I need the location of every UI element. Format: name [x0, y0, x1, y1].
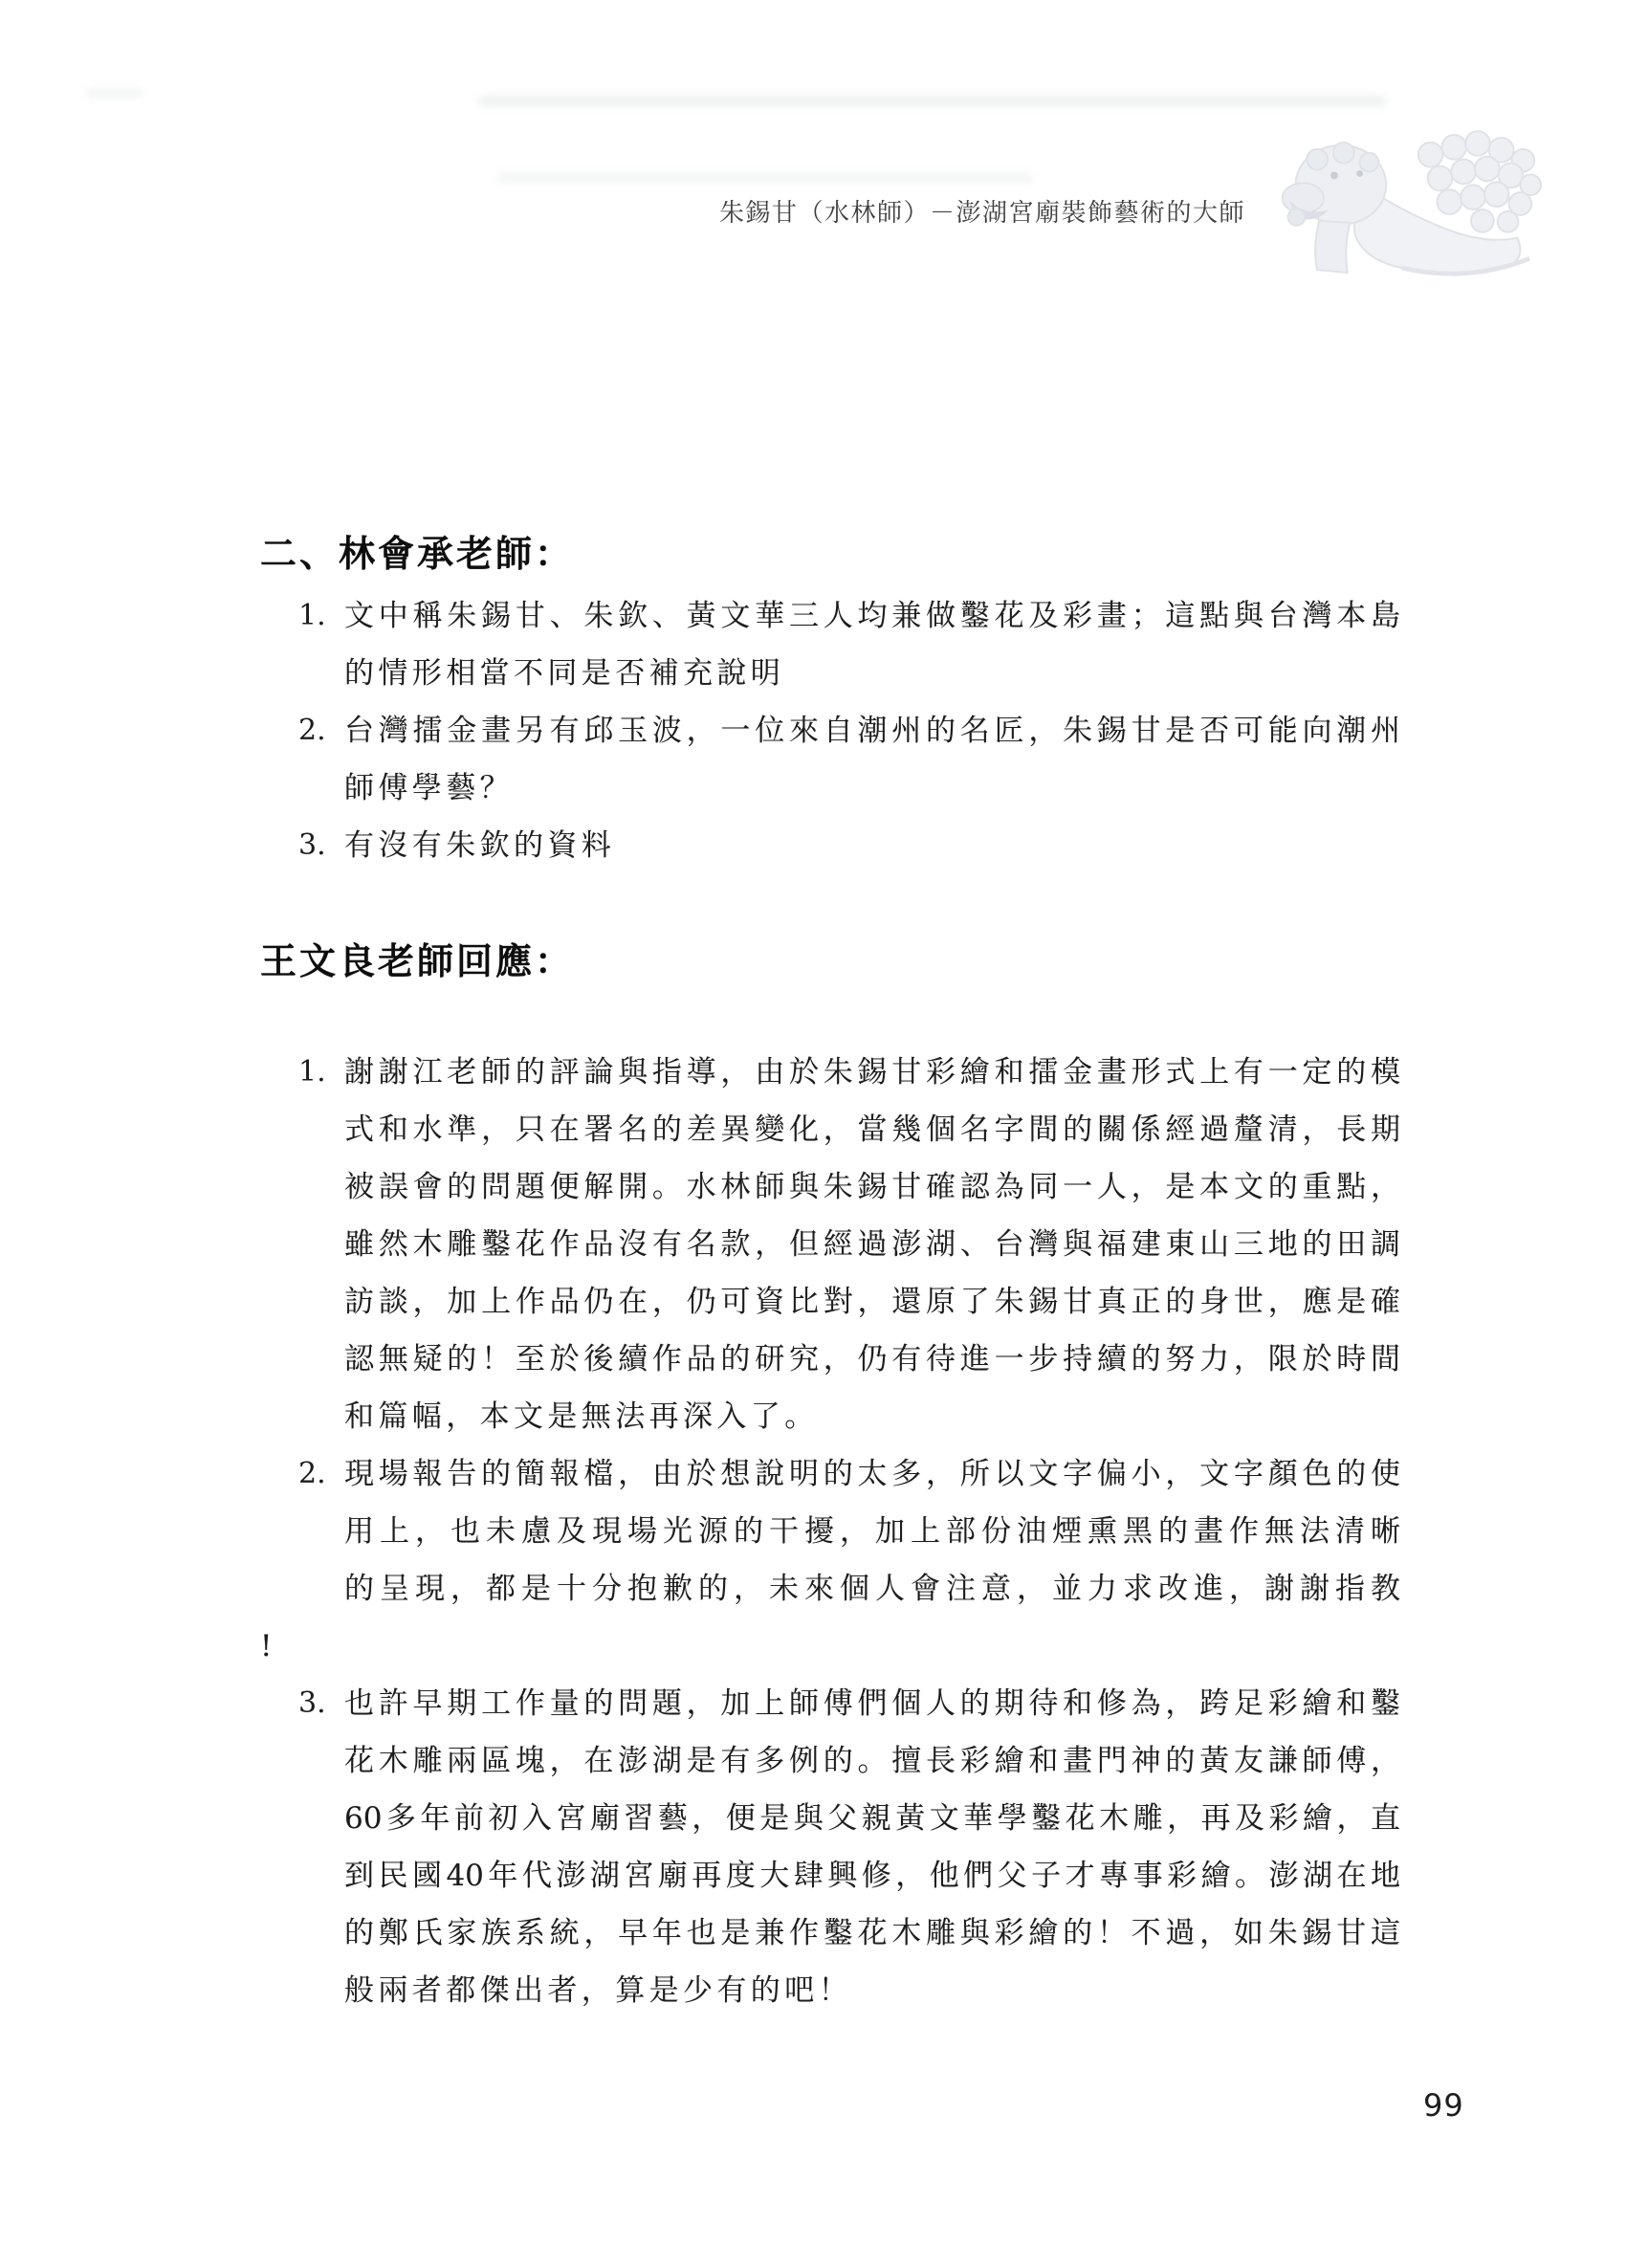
- page-content: [260, 534, 1400, 2019]
- section-heading-lin-hui-cheng: 二、林會承老師：: [260, 533, 575, 575]
- section-heading-wang-wen-liang: 王文良老師回應：: [260, 940, 575, 982]
- list-item-text: [344, 1044, 1400, 1445]
- text-line: !: [260, 1629, 276, 1663]
- list-item-number: 3.: [298, 1686, 326, 1720]
- question-list: [260, 587, 1400, 874]
- list-item-text: [344, 702, 1400, 817]
- text-line: 認無疑的！至於後續作品的研究，仍有待進一步持續的努力，限於時間: [344, 1342, 1400, 1376]
- list-item-number: 2.: [298, 714, 326, 747]
- list-item-text: [344, 817, 1400, 874]
- text-line: 現場報告的簡報檔，由於想說明的太多，所以文字偏小，文字顏色的使: [344, 1457, 1400, 1491]
- text-line: 雖然木雕鑿花作品沒有名款，但經過澎湖、台灣與福建東山三地的田調: [344, 1227, 1400, 1262]
- text-line: 般兩者都傑出者，算是少有的吧！: [344, 1973, 852, 2008]
- scan-artifact: [497, 173, 1033, 183]
- text-line: 到民國40年代澎湖宮廟再度大肆興修，他們父子才專事彩繪。澎湖在地: [344, 1859, 1400, 1893]
- list-item: [260, 1044, 1400, 1445]
- list-item: [260, 702, 1400, 817]
- response-list: [260, 1044, 1400, 2019]
- list-item: [260, 1675, 1400, 2019]
- list-item-number: 1.: [298, 1055, 326, 1089]
- text-line: 台灣擂金畫另有邱玉波，一位來自潮州的名匠，朱錫甘是否可能向潮州: [344, 714, 1400, 748]
- list-item-number: 3.: [298, 828, 326, 862]
- text-line: 60多年前初入宮廟習藝，便是與父親黃文華學鑿花木雕，再及彩繪，直: [344, 1801, 1400, 1836]
- text-line: 被誤會的問題便解開。水林師與朱錫甘確認為同一人，是本文的重點，: [344, 1170, 1400, 1204]
- text-line: 有沒有朱欽的資料: [344, 828, 616, 863]
- scan-artifact: [478, 96, 1387, 107]
- text-line: 的鄭氏家族系統，早年也是兼作鑿花木雕與彩繪的！不過，如朱錫甘這: [344, 1916, 1400, 1950]
- text-line: 式和水準，只在署名的差異變化，當幾個名字間的關係經過釐清，長期: [344, 1112, 1400, 1147]
- text-line: 文中稱朱錫甘、朱欽、黃文華三人均兼做鑿花及彩畫；這點與台灣本島: [344, 599, 1400, 633]
- list-item-number: 2.: [298, 1457, 326, 1490]
- text-line: 謝謝江老師的評論與指導，由於朱錫甘彩繪和擂金畫形式上有一定的模: [344, 1055, 1400, 1090]
- text-line: 和篇幅，本文是無法再深入了。: [344, 1399, 819, 1434]
- text-line: 師傅學藝？: [344, 771, 514, 805]
- text-line: 的情形相當不同是否補充說明: [344, 656, 785, 691]
- scan-artifact: [86, 88, 143, 98]
- list-item-text: [260, 1445, 1400, 1675]
- text-line: 的呈現，都是十分抱歉的，未來個人會注意，並力求改進，謝謝指教: [344, 1572, 1400, 1606]
- text-line: 訪談，加上作品仍在，仍可資比對，還原了朱錫甘真正的身世，應是確: [344, 1285, 1400, 1319]
- list-item-text: [344, 1675, 1400, 2019]
- text-line: 也許早期工作量的問題，加上師傅們個人的期待和修為，跨足彩繪和鑿: [344, 1686, 1400, 1721]
- stone-lion-image: [1261, 126, 1544, 287]
- list-item-number: 1.: [298, 599, 326, 632]
- list-item: [260, 1445, 1400, 1675]
- text-line: 花木雕兩區塊，在澎湖是有多例的。擅長彩繪和畫門神的黃友謙師傅，: [344, 1744, 1400, 1778]
- list-item: [260, 817, 1400, 874]
- page-number: 99: [1423, 2087, 1464, 2124]
- list-item: [260, 587, 1400, 702]
- running-header: 朱錫甘（水林師）－澎湖宮廟裝飾藝術的大師: [718, 199, 1245, 228]
- list-item-text: [344, 587, 1400, 702]
- text-line: 用上，也未慮及現場光源的干擾，加上部份油煙熏黑的畫作無法清晰: [344, 1514, 1400, 1549]
